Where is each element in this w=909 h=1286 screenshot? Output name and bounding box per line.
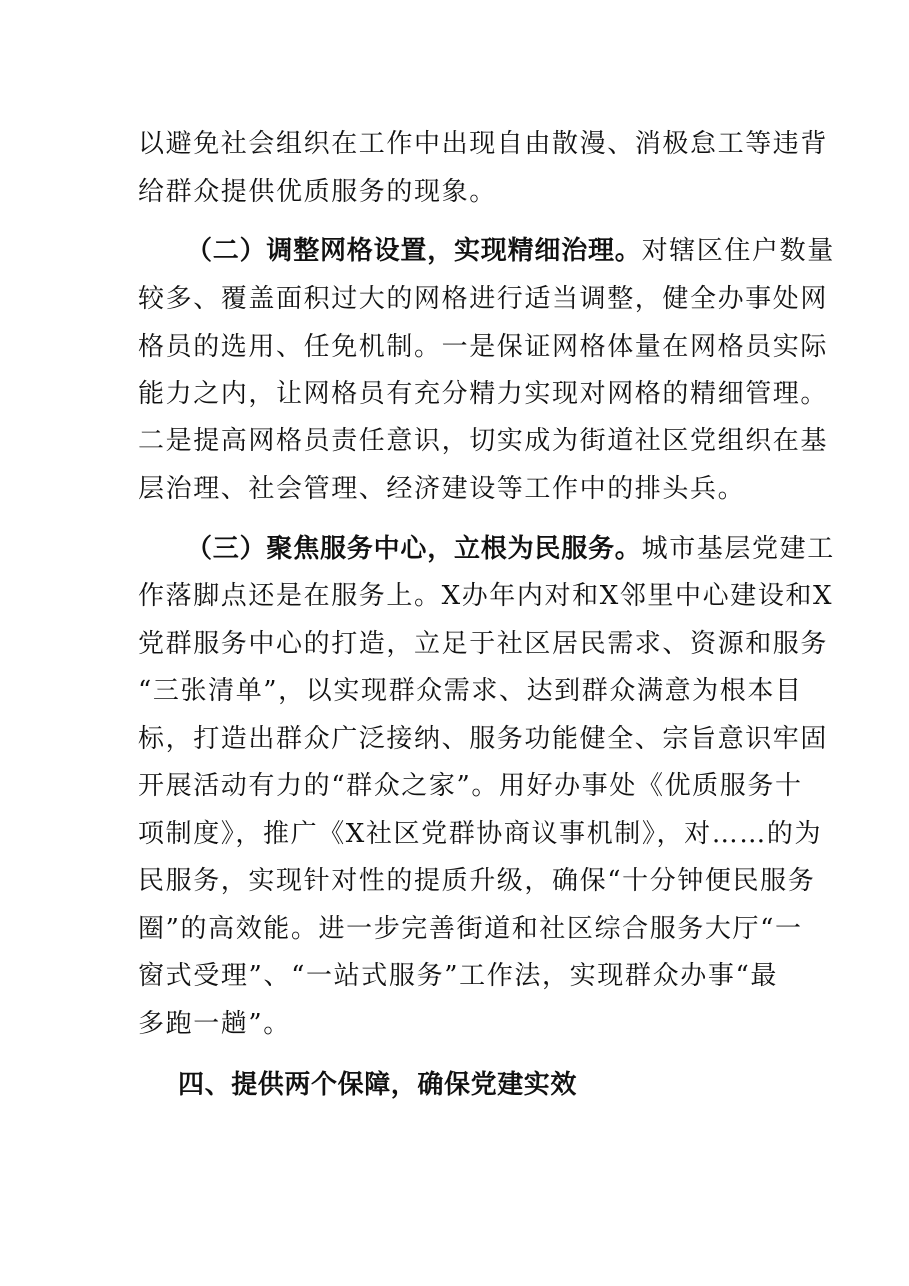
body-text-line: 开展活动有力的“群众之家”。用好办事处《优质服务十 <box>138 771 803 801</box>
body-text-line: “三张清单”，以实现群众需求、达到群众满意为根本目 <box>138 676 803 706</box>
section-3-first-line <box>186 529 835 569</box>
body-text-span: 对辖区住户数量 <box>641 236 835 266</box>
body-text-line: 多跑一趟”。 <box>138 1009 291 1039</box>
body-text-line: 党群服务中心的打造，立足于社区居民需求、资源和服务 <box>138 629 829 659</box>
body-text-line: 以避免社会组织在工作中出现自由散漫、消极怠工等违背 <box>138 129 829 159</box>
body-text-line: 格员的选用、任免机制。一是保证网格体量在网格员实际 <box>138 332 829 362</box>
body-text-line: 窗式受理”、“一站式服务”工作法，实现群众办事“最 <box>138 961 778 991</box>
body-text-line: 标，打造出群众广泛接纳、服务功能健全、宗旨意识牢固 <box>138 724 829 754</box>
body-text-line: 能力之内，让网格员有充分精力实现对网格的精细管理。 <box>138 379 829 409</box>
body-text-line: 较多、覆盖面积过大的网格进行适当调整，健全办事处网 <box>138 284 829 314</box>
body-text-line: 民服务，实现针对性的提质升级，确保“十分钟便民服务 <box>138 866 816 896</box>
section-2-title: （二）调整网格设置，实现精细治理。 <box>186 236 642 266</box>
body-text-line: 二是提高网格员责任意识，切实成为街道社区党组织在基 <box>138 426 829 456</box>
body-text-line: 作落脚点还是在服务上。X办年内对和X邻里中心建设和X <box>138 581 834 611</box>
body-text-span: 城市基层党建工 <box>641 534 835 564</box>
body-text-line: 圈”的高效能。进一步完善街道和社区综合服务大厅“一 <box>138 914 803 944</box>
section-2-first-line <box>186 231 835 271</box>
section-3-title: （三）聚焦服务中心，立根为民服务。 <box>186 534 642 564</box>
body-text-line: 给群众提供优质服务的现象。 <box>138 177 497 207</box>
body-text-line: 层治理、社会管理、经济建设等工作中的排头兵。 <box>138 474 746 504</box>
body-text-line: 项制度》，推广《X社区党群协商议事机制》，对……的为 <box>138 819 823 849</box>
section-4-heading: 四、提供两个保障，确保党建实效 <box>178 1070 578 1100</box>
